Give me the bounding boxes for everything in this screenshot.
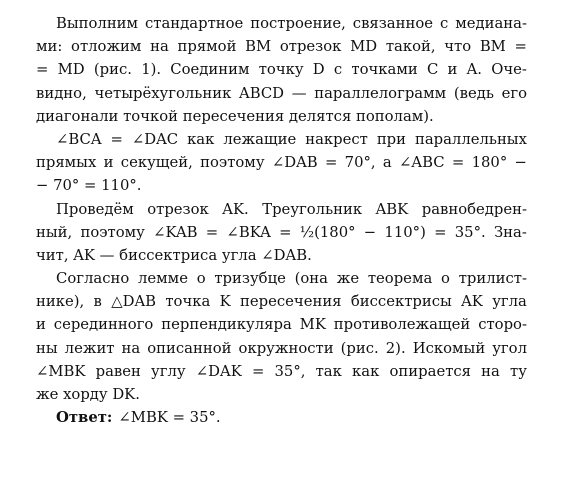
text-line: диагонали точкой пересечения делятся пополам). (36, 107, 434, 125)
text-line: ∠MBK равен углу ∠DAK = 35°, так как опирается на ту (36, 362, 527, 380)
text-line: и серединного перпендикуляра MK противолежащей сторо- (36, 316, 527, 334)
paragraph-trident-lemma (36, 267, 527, 406)
answer-line (36, 406, 527, 429)
text-line: ный, поэтому ∠KAB = ∠BKA = ½(180° − 110°) = 35°. Зна- (36, 223, 527, 241)
text-line: Выполним стандартное построение, связанное с медиана- (56, 15, 527, 32)
text-line: ми: отложим на прямой BM отрезок MD такой, что BM = (36, 38, 527, 56)
text-line: видно, четырёхугольник ABCD — параллелограмм (ведь его (36, 84, 527, 102)
text-line: нике), в △DAB точка K пересечения биссектрисы AK угла (36, 293, 527, 311)
paragraph-bisector (36, 198, 527, 268)
text-line: = MD (рис. 1). Соединим точку D с точками C и A. Оче- (36, 61, 527, 79)
text-line: же хорду DK. (36, 386, 140, 403)
paragraph-angles (36, 128, 527, 198)
answer-value: ∠MBK = 35°. (118, 409, 221, 427)
text-line: Проведём отрезок AK. Треугольник ABK равнобедрен- (56, 200, 527, 218)
text-line: чит, AK — биссектриса угла ∠DAB. (36, 246, 312, 264)
text-line: Согласно лемме о тризубце (она же теорема о трилист- (56, 270, 527, 288)
paragraph-construction (36, 12, 527, 128)
answer-label: Ответ: (56, 409, 113, 427)
text-line: − 70° = 110°. (36, 177, 142, 195)
text-line: прямых и секущей, поэтому ∠DAB = 70°, а ∠ABC = 180° − (36, 154, 527, 172)
text-line: ны лежит на описанной окружности (рис. 2). Искомый угол (36, 339, 527, 357)
text-line: ∠BCA = ∠DAC как лежащие накрест при параллельных (56, 130, 527, 148)
